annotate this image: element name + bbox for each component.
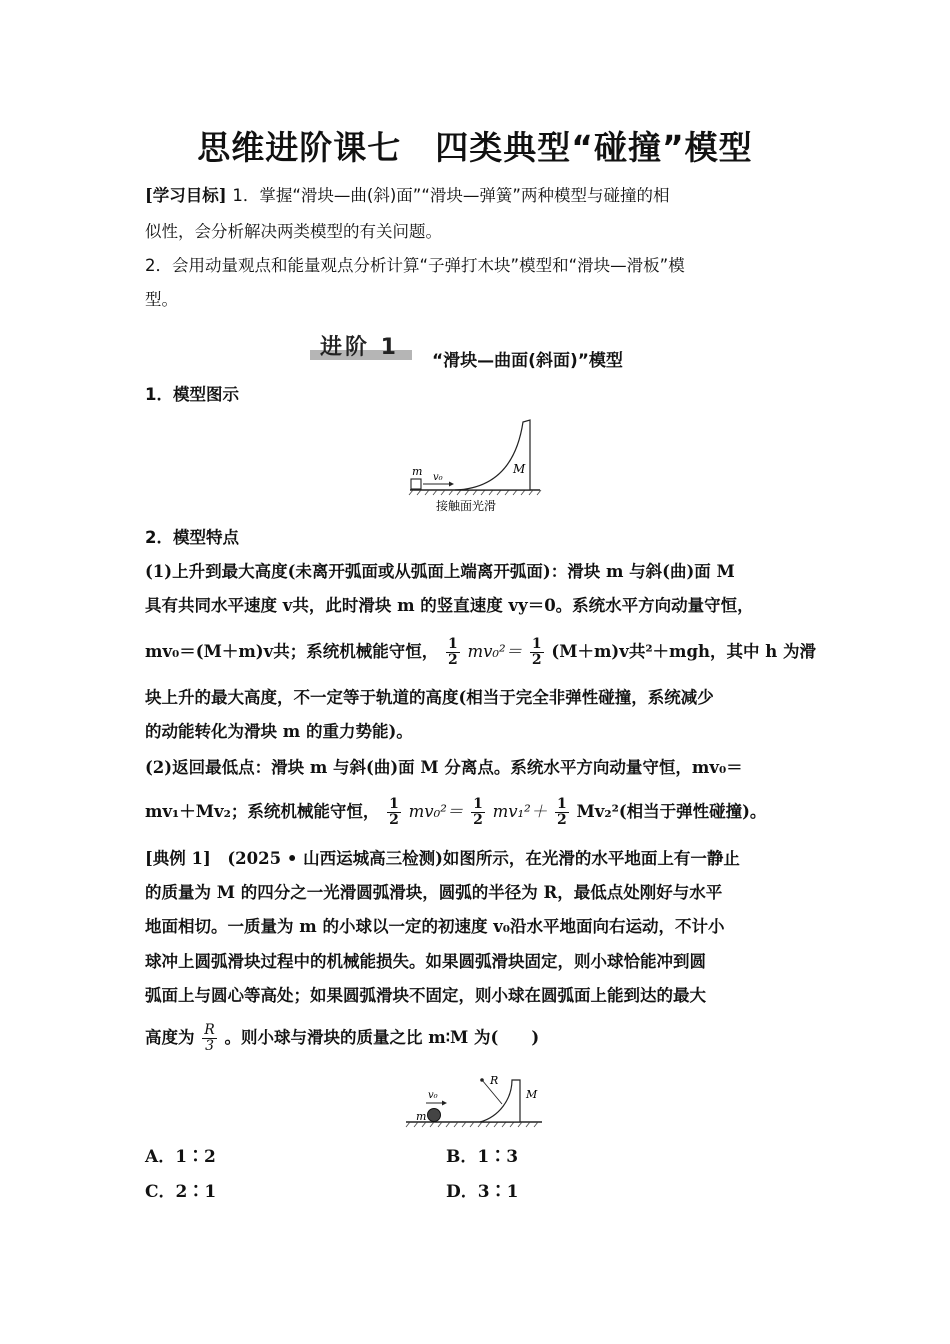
label-m-2: m (416, 1110, 427, 1123)
label-M-2: M (526, 1088, 538, 1101)
curved-block-M (455, 420, 530, 490)
example-question: 。则小球与滑块的质量之比 m∶M 为( ) (224, 1028, 540, 1047)
para1-line-5: 的动能转化为滑块 m 的重力势能)。 (145, 722, 413, 741)
para1-ke-initial: mv₀²＝ (467, 642, 523, 661)
para2-line-1: (2)返回最低点：滑块 m 与斜(曲)面 M 分离点。系统水平方向动量守恒，mv₀＝ (145, 758, 743, 777)
example-line-3: 地面相切。一质量为 m 的小球以一定的初速度 v₀沿水平地面向右运动，不计小 (145, 917, 725, 936)
label-M: M (513, 462, 526, 476)
fraction-half-4: $\frac{1}{2}$ (473, 796, 483, 828)
para1-energy-eq: (M＋m)v共²＋mgh，其中 h 为滑 (551, 642, 817, 661)
badge-text: 进阶 1 (320, 335, 399, 360)
slider-m (411, 479, 421, 489)
para2-ke-M: Mv₂²(相当于弹性碰撞)。 (576, 802, 767, 821)
page-title: 思维进阶课七 四类典型“碰撞”模型 (197, 128, 753, 167)
ground-hatch (409, 490, 541, 495)
figure-ball-arc (402, 1068, 547, 1130)
goals-line-2: 似性，会分析解决两类模型的有关问题。 (145, 222, 442, 241)
example-line-4: 球冲上圆弧滑块过程中的机械能损失。如果圆弧滑块固定，则小球恰能冲到圆 (145, 952, 706, 971)
example-line-6 (145, 1016, 539, 1060)
option-d[interactable]: D．3∶1 (446, 1182, 519, 1202)
para1-line-2: 具有共同水平速度 v共，此时滑块 m 的竖直速度 vy＝0。系统水平方向动量守恒， (145, 596, 754, 615)
label-m: m (412, 465, 423, 478)
figure-slider-curve (405, 418, 547, 518)
para1-line-1: (1)上升到最大高度(未离开弧面或从弧面上端离开弧面)：滑块 m 与斜(曲)面 M (145, 562, 735, 581)
fraction-half-3: $\frac{1}{2}$ (389, 796, 399, 828)
fraction-half-2: $\frac{1}{2}$ (531, 636, 542, 668)
goals-line-3: 2．会用动量观点和能量观点分析计算“子弹打木块”模型和“滑块—滑板”模 (145, 256, 685, 275)
label-v0: v₀ (433, 472, 443, 483)
para2-ke-initial: mv₀²＝ (408, 802, 464, 821)
goals-line-4: 型。 (145, 290, 178, 309)
example-line-2: 的质量为 M 的四分之一光滑圆弧滑块，圆弧的半径为 R，最低点处刚好与水平 (145, 883, 723, 902)
figure-caption: 接触面光滑 (436, 499, 497, 513)
para1-line-4: 块上升的最大高度，不一定等于轨道的高度(相当于完全非弹性碰撞，系统减少 (145, 688, 714, 707)
option-b[interactable]: B．1∶3 (446, 1147, 519, 1167)
para2-ke-m: mv₁²＋ (492, 802, 548, 821)
advance-badge (310, 328, 412, 362)
velocity-arrowhead (449, 482, 454, 487)
fraction-half-5: $\frac{1}{2}$ (557, 796, 567, 828)
goals-label: [学习目标] (145, 186, 227, 205)
example-line-5: 弧面上与圆心等高处；如果圆弧滑块不固定，则小球在圆弧面上能到达的最大 (145, 986, 706, 1005)
para1-line-3 (145, 630, 816, 674)
section-1-heading: 1．模型图示 (145, 385, 239, 404)
goals-text-1: 1．掌握“滑块—曲(斜)面”“滑块—弹簧”两种模型与碰撞的相 (232, 186, 670, 205)
section-2-heading: 2．模型特点 (145, 528, 239, 547)
para1-momentum-eq: mv₀＝(M＋m)v共；系统机械能守恒， (145, 642, 439, 661)
advance-title: “滑块—曲面(斜面)”模型 (432, 351, 623, 371)
example-height-label: 高度为 (145, 1028, 195, 1047)
option-a[interactable]: A．1∶2 (145, 1147, 216, 1167)
velocity-arrowhead-2 (442, 1101, 447, 1106)
example-line-1: [典例 1] (2025 • 山西运城高三检测)如图所示，在光滑的水平地面上有一静止 (145, 849, 740, 868)
option-c[interactable]: C．2∶1 (145, 1182, 217, 1202)
label-v0-2: v₀ (428, 1090, 438, 1101)
fraction-r-over-3: $\frac{R}{3}$ (204, 1022, 215, 1054)
label-R: R (490, 1074, 499, 1087)
para2-line-2 (145, 790, 766, 834)
fraction-half-1: $\frac{1}{2}$ (447, 636, 458, 668)
ball-m (428, 1109, 441, 1122)
goals-line-1 (145, 184, 669, 208)
para2-momentum-eq: mv₁＋Mv₂；系统机械能守恒， (145, 802, 380, 821)
